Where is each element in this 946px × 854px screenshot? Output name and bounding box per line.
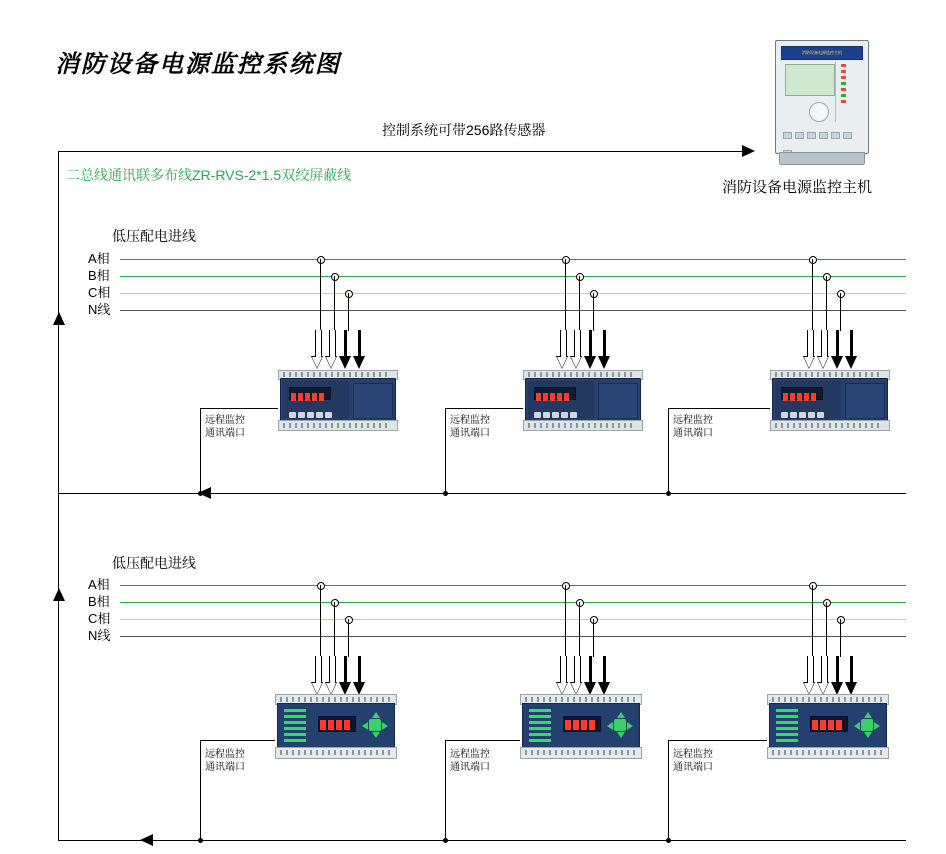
module-case: [769, 703, 887, 749]
module-face: [528, 381, 594, 419]
host-band-text: 消防设备电源监控主机: [802, 50, 842, 55]
module-face: [283, 381, 349, 419]
host-title-band: [781, 46, 863, 60]
drop-b-bottom-2: [579, 602, 580, 657]
bus-dot-top-3: [666, 491, 671, 496]
bus-dot-bottom-2: [443, 838, 448, 843]
drop-c-bottom-3: [840, 619, 841, 657]
host-label: 消防设备电源监控主机: [722, 179, 873, 196]
tap-b-top-1: [331, 273, 339, 281]
tap-b-top-3: [823, 273, 831, 281]
phase-line-n-top: [120, 310, 906, 311]
port-label-top-2: [450, 414, 490, 440]
ct-arrow-solid-bottom-3n: [847, 656, 856, 694]
phase-label-n-bottom: N线: [88, 628, 111, 643]
module-led-bar: [529, 709, 559, 743]
bus-dot-top-1: [198, 491, 203, 496]
incoming-label-top: 低压配电进线: [112, 228, 196, 244]
host-led-column: [839, 64, 859, 94]
phase-label-c-bottom: C相: [88, 611, 111, 626]
ct-arrow-solid-bottom-2n: [600, 656, 609, 694]
tap-a-top-2: [562, 256, 570, 264]
drop-b-top-3: [826, 276, 827, 331]
ct-arrow-solid-top-1n: [355, 330, 364, 368]
module-navigation-pad[interactable]: [854, 712, 880, 738]
port-label-line1: 远程监控: [450, 415, 490, 426]
drop-a-top-1: [320, 259, 321, 331]
power-monitoring-module-top-2[interactable]: [523, 370, 641, 432]
bus-dot-bottom-3: [666, 838, 671, 843]
bus-dot-top-2: [443, 491, 448, 496]
port-label-top-3: [673, 414, 713, 440]
ct-arrow-solid-top-1c: [341, 330, 350, 368]
module-bottom-rail: [520, 747, 642, 759]
comm-link-bottom-1: [200, 740, 275, 741]
host-button-row[interactable]: [783, 126, 859, 136]
drop-c-bottom-1: [348, 619, 349, 657]
module-keypad[interactable]: [534, 405, 590, 413]
phase-line-c-bottom: [120, 619, 906, 620]
drop-a-top-3: [812, 259, 813, 331]
port-label-line2: 通讯端口: [205, 762, 245, 773]
tap-a-bottom-1: [317, 582, 325, 590]
power-monitoring-module-bottom-3[interactable]: [767, 694, 887, 758]
comm-drop-top-2: [445, 408, 446, 493]
comm-drop-bottom-3: [668, 740, 669, 840]
port-label-line1: 远程监控: [205, 749, 245, 760]
port-label-line2: 通讯端口: [450, 762, 490, 773]
phase-line-n-bottom: [120, 636, 906, 637]
module-case: [772, 378, 888, 422]
ct-arrow-open-top-2a: [558, 330, 567, 368]
ct-arrow-solid-top-2c: [586, 330, 595, 368]
comm-drop-bottom-1: [200, 740, 201, 840]
drop-c-bottom-2: [593, 619, 594, 657]
tap-c-bottom-1: [345, 616, 353, 624]
module-led-bar: [284, 709, 314, 743]
phase-label-n-top: N线: [88, 302, 111, 317]
phase-label-b-top: B相: [88, 268, 110, 283]
port-label-line2: 通讯端口: [205, 428, 245, 439]
port-label-bottom-2: [450, 748, 490, 774]
port-label-line1: 远程监控: [450, 749, 490, 760]
port-label-line1: 远程监控: [673, 749, 713, 760]
ct-arrow-open-bottom-2a: [558, 656, 567, 694]
host-base: [779, 152, 865, 165]
ct-arrow-solid-bottom-3c: [833, 656, 842, 694]
tap-a-top-1: [317, 256, 325, 264]
module-navigation-pad[interactable]: [362, 712, 388, 738]
phase-line-a-top: [120, 259, 906, 260]
drop-b-top-2: [579, 276, 580, 331]
tap-b-bottom-1: [331, 599, 339, 607]
tap-c-top-1: [345, 290, 353, 298]
ct-arrow-solid-top-3n: [847, 330, 856, 368]
comm-bus-top-line: [58, 151, 748, 152]
tap-c-top-3: [837, 290, 845, 298]
port-label-line2: 通讯端口: [673, 762, 713, 773]
module-right-panel: [598, 383, 638, 419]
host-divider: [835, 62, 836, 122]
port-label-top-1: [205, 414, 245, 440]
power-monitoring-module-bottom-1[interactable]: [275, 694, 395, 758]
host-knob[interactable]: [809, 102, 829, 122]
module-bottom-rail: [275, 747, 397, 759]
comm-return-bus-top: [58, 493, 906, 494]
drop-b-bottom-1: [334, 602, 335, 657]
ct-arrow-open-bottom-1a: [313, 656, 322, 694]
port-label-bottom-3: [673, 748, 713, 774]
module-bottom-rail: [523, 420, 643, 431]
comm-bus-left-riser: [58, 151, 59, 841]
bus-dot-bottom-1: [198, 838, 203, 843]
tap-c-bottom-3: [837, 616, 845, 624]
ct-arrow-solid-bottom-2c: [586, 656, 595, 694]
comm-link-top-2: [445, 408, 523, 409]
comm-drop-bottom-2: [445, 740, 446, 840]
drop-b-top-1: [334, 276, 335, 331]
riser-arrow-up-top: [53, 312, 65, 325]
ct-arrow-solid-bottom-1n: [355, 656, 364, 694]
port-label-bottom-1: [205, 748, 245, 774]
module-right-panel: [353, 383, 393, 419]
module-face: [775, 381, 841, 419]
comm-return-arrow-bottom: [140, 834, 153, 846]
tap-a-bottom-2: [562, 582, 570, 590]
module-digital-display: [318, 716, 356, 732]
tap-c-bottom-2: [590, 616, 598, 624]
module-bottom-rail: [767, 747, 889, 759]
comm-link-top-3: [668, 408, 770, 409]
power-monitoring-module-top-1[interactable]: [278, 370, 396, 432]
ct-arrow-solid-bottom-1c: [341, 656, 350, 694]
drop-b-bottom-3: [826, 602, 827, 657]
module-case: [280, 378, 396, 422]
ct-arrow-open-top-2b: [572, 330, 581, 368]
tap-b-top-2: [576, 273, 584, 281]
ct-arrow-open-top-3b: [819, 330, 828, 368]
tap-c-top-2: [590, 290, 598, 298]
ct-arrow-open-top-1a: [313, 330, 322, 368]
fire-power-monitoring-host-panel[interactable]: [775, 40, 867, 165]
module-digital-display: [810, 716, 848, 732]
comm-link-bottom-2: [445, 740, 520, 741]
tap-a-top-3: [809, 256, 817, 264]
module-navigation-pad[interactable]: [607, 712, 633, 738]
ct-arrow-open-top-3a: [805, 330, 814, 368]
module-digital-display: [534, 387, 576, 400]
phase-line-b-bottom: [120, 602, 906, 603]
tap-b-bottom-2: [576, 599, 584, 607]
comm-line-label: 二总线通讯联多布线ZR-RVS-2*1.5双绞屏蔽线: [66, 167, 352, 183]
module-bottom-rail: [278, 420, 398, 431]
ct-arrow-open-top-1b: [327, 330, 336, 368]
comm-return-bus-bottom: [58, 840, 906, 841]
phase-line-a-bottom: [120, 585, 906, 586]
drop-a-bottom-2: [565, 585, 566, 657]
module-bottom-rail: [770, 420, 890, 431]
comm-bus-label: 控制系统可带256路传感器: [382, 122, 546, 138]
module-case: [277, 703, 395, 749]
port-label-line2: 通讯端口: [450, 428, 490, 439]
port-label-line2: 通讯端口: [673, 428, 713, 439]
phase-label-a-top: A相: [88, 251, 110, 266]
drop-c-top-1: [348, 293, 349, 331]
host-lcd-screen: [785, 64, 835, 96]
module-keypad[interactable]: [781, 405, 837, 413]
module-right-panel: [845, 383, 885, 419]
module-keypad[interactable]: [289, 405, 345, 413]
comm-link-top-1: [200, 408, 278, 409]
tap-b-bottom-3: [823, 599, 831, 607]
port-label-line1: 远程监控: [205, 415, 245, 426]
phase-line-b-top: [120, 276, 906, 277]
comm-drop-top-1: [200, 408, 201, 493]
ct-arrow-open-bottom-1b: [327, 656, 336, 694]
incoming-label-bottom: 低压配电进线: [112, 555, 196, 571]
ct-arrow-solid-top-2n: [600, 330, 609, 368]
page-title: 消防设备电源监控系统图: [55, 50, 341, 78]
drop-a-top-2: [565, 259, 566, 331]
phase-label-c-top: C相: [88, 285, 111, 300]
comm-bus-arrow-to-host: [742, 145, 755, 157]
ct-arrow-open-bottom-3a: [805, 656, 814, 694]
phase-line-c-top: [120, 293, 906, 294]
phase-label-a-bottom: A相: [88, 577, 110, 592]
comm-drop-top-3: [668, 408, 669, 493]
module-led-bar: [776, 709, 806, 743]
module-digital-display: [563, 716, 601, 732]
comm-link-bottom-3: [668, 740, 767, 741]
drop-c-top-2: [593, 293, 594, 331]
module-case: [525, 378, 641, 422]
riser-arrow-up-bottom: [53, 588, 65, 601]
tap-a-bottom-3: [809, 582, 817, 590]
module-digital-display: [289, 387, 331, 400]
phase-label-b-bottom: B相: [88, 594, 110, 609]
drop-c-top-3: [840, 293, 841, 331]
ct-arrow-open-bottom-2b: [572, 656, 581, 694]
drop-a-bottom-1: [320, 585, 321, 657]
ct-arrow-solid-top-3c: [833, 330, 842, 368]
module-digital-display: [781, 387, 823, 400]
port-label-line1: 远程监控: [673, 415, 713, 426]
power-monitoring-module-bottom-2[interactable]: [520, 694, 640, 758]
ct-arrow-open-bottom-3b: [819, 656, 828, 694]
power-monitoring-module-top-3[interactable]: [770, 370, 888, 432]
module-case: [522, 703, 640, 749]
drop-a-bottom-3: [812, 585, 813, 657]
